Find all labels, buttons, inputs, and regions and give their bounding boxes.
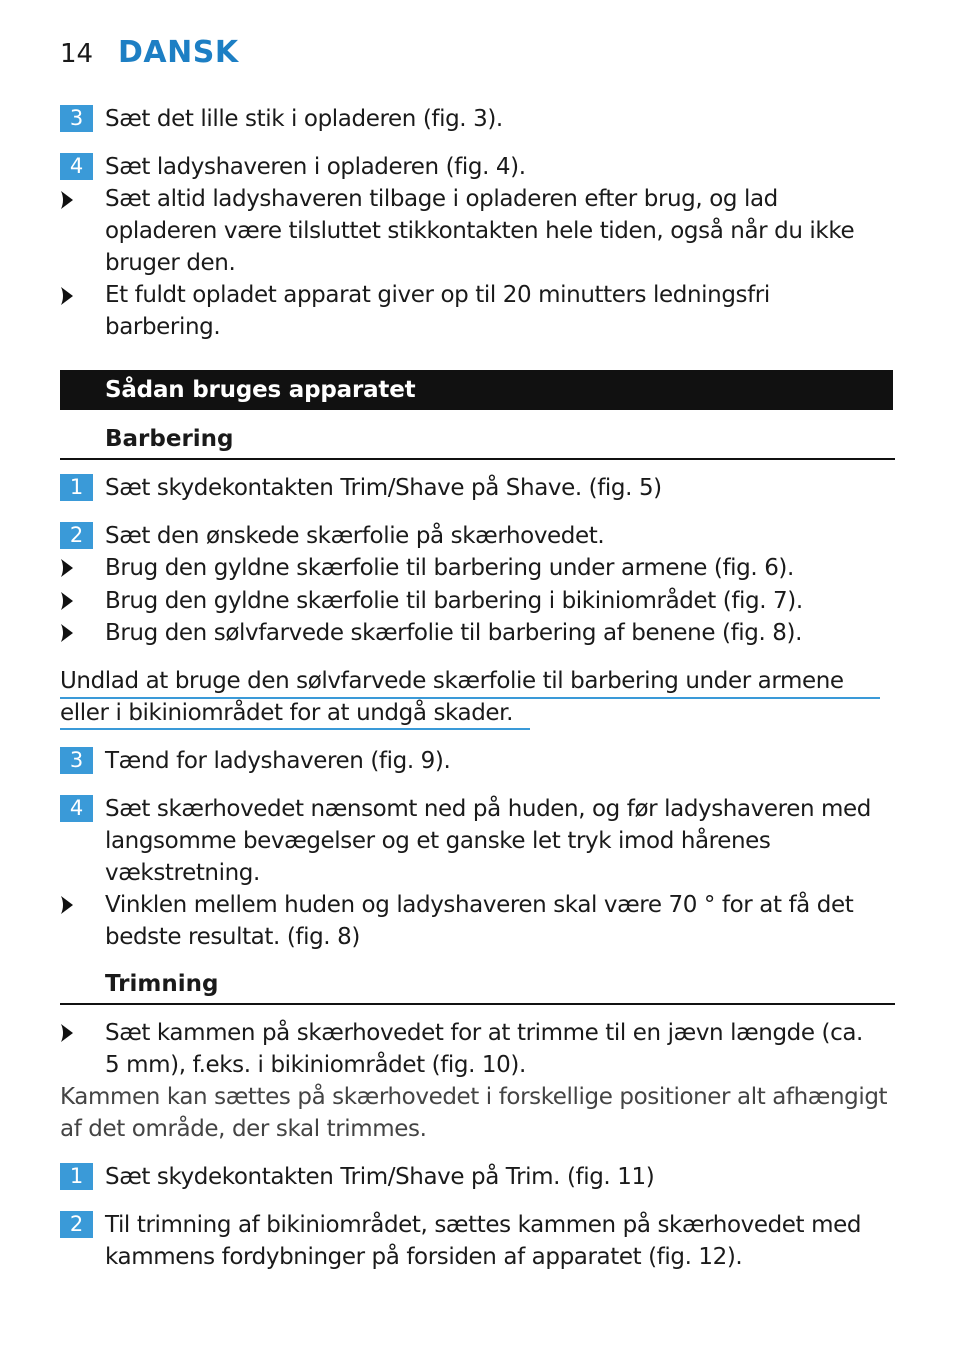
step-number-badge: 2: [60, 1211, 93, 1238]
bullet-arrow-icon: [60, 591, 74, 611]
step-number-badge: 2: [60, 522, 93, 549]
step-text-line: langsomme bevægelser og et ganske let tryk imod hårenes: [105, 828, 771, 854]
step-number-badge: 4: [60, 153, 93, 180]
bullet-text-line: Brug den sølvfarvede skærfolie til barbering af benene (fig. 8).: [105, 620, 803, 646]
step-text: Sæt den ønskede skærfolie på skærhovedet.: [105, 523, 605, 549]
subsection-heading: Trimning: [105, 971, 219, 997]
warning-text-line: Undlad at bruge den sølvfarvede skærfolie til barbering under armene: [60, 668, 844, 694]
step-number-badge: 1: [60, 474, 93, 501]
heading-rule: [60, 1003, 895, 1005]
subsection-heading: Barbering: [105, 426, 234, 452]
step-text: Sæt det lille stik i opladeren (fig. 3).: [105, 106, 503, 132]
bullet-text-line: Vinklen mellem huden og ladyshaveren skal være 70 ° for at få det: [105, 892, 854, 918]
section-header-bar: [60, 370, 893, 410]
bullet-text-line: bedste resultat. (fig. 8): [105, 924, 360, 950]
step-text-line: vækstretning.: [105, 860, 260, 886]
bullet-text-line: Sæt altid ladyshaveren tilbage i opladeren efter brug, og lad: [105, 186, 778, 212]
step-text: Sæt ladyshaveren i opladeren (fig. 4).: [105, 154, 526, 180]
language-heading: DANSK: [118, 35, 239, 70]
step-number-badge: 1: [60, 1163, 93, 1190]
section-title: Sådan bruges apparatet: [105, 377, 416, 403]
bullet-text-line: Brug den gyldne skærfolie til barbering i bikiniområdet (fig. 7).: [105, 588, 803, 614]
info-text-line: Kammen kan sættes på skærhovedet i forskellige positioner alt afhængigt: [60, 1084, 888, 1110]
warning-underline: [60, 728, 530, 730]
bullet-arrow-icon: [60, 623, 74, 643]
bullet-arrow-icon: [60, 895, 74, 915]
heading-rule: [60, 458, 895, 460]
bullet-text-line: Sæt kammen på skærhovedet for at trimme til en jævn længde (ca.: [105, 1020, 863, 1046]
bullet-arrow-icon: [60, 1023, 74, 1043]
step-text: Sæt skydekontakten Trim/Shave på Shave. (fig. 5): [105, 475, 662, 501]
step-number-badge: 4: [60, 795, 93, 822]
step-text: Tænd for ladyshaveren (fig. 9).: [105, 748, 451, 774]
step-number-badge: 3: [60, 747, 93, 774]
info-text-line: af det område, der skal trimmes.: [60, 1116, 427, 1142]
bullet-text-line: Brug den gyldne skærfolie til barbering under armene (fig. 6).: [105, 555, 794, 581]
step-text-line: Til trimning af bikiniområdet, sættes kammen på skærhovedet med: [105, 1212, 862, 1238]
bullet-text-line: 5 mm), f.eks. i bikiniområdet (fig. 10).: [105, 1052, 526, 1078]
bullet-text-line: bruger den.: [105, 250, 236, 276]
step-text-line: kammens fordybninger på forsiden af apparatet (fig. 12).: [105, 1244, 743, 1270]
step-text: Sæt skydekontakten Trim/Shave på Trim. (fig. 11): [105, 1164, 655, 1190]
bullet-arrow-icon: [60, 286, 74, 306]
bullet-text-line: barbering.: [105, 314, 221, 340]
bullet-text-line: Et fuldt opladet apparat giver op til 20 minutters ledningsfri: [105, 282, 770, 308]
warning-text-line: eller i bikiniområdet for at undgå skader.: [60, 700, 514, 726]
page-number: 14: [60, 39, 94, 69]
bullet-text-line: opladeren være tilsluttet stikkontakten hele tiden, også når du ikke: [105, 218, 855, 244]
step-number-badge: 3: [60, 105, 93, 132]
bullet-arrow-icon: [60, 558, 74, 578]
step-text-line: Sæt skærhovedet nænsomt ned på huden, og før ladyshaveren med: [105, 796, 871, 822]
bullet-arrow-icon: [60, 190, 74, 210]
